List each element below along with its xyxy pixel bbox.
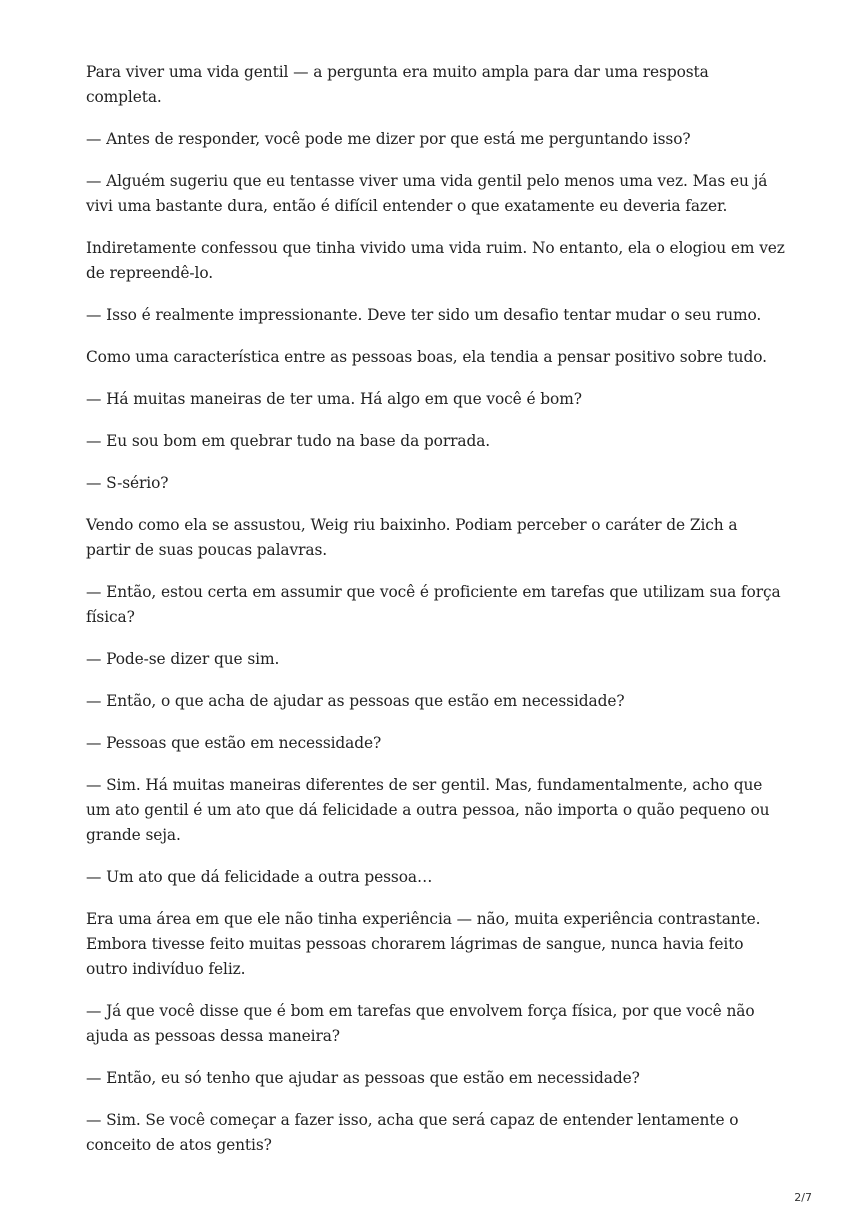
paragraph: Indiretamente confessou que tinha vivido uma vida ruim. No entanto, ela o elogiou em vez de repreendê-lo. [86,239,785,282]
paragraph: — Há muitas maneiras de ter uma. Há algo em que você é bom? [86,390,582,408]
paragraph: Como uma característica entre as pessoas boas, ela tendia a pensar positivo sobre tudo. [86,348,767,366]
document-page [86,60,786,1175]
paragraph: — Eu sou bom em quebrar tudo na base da porrada. [86,432,491,450]
paragraph: — Sim. Há muitas maneiras diferentes de ser gentil. Mas, fundamentalmente, acho que um ato gentil é um ato que dá felicidade a outra pessoa, não importa o quão pequeno ou grande seja. [86,776,770,844]
paragraph: — Pode-se dizer que sim. [86,650,280,668]
paragraph: — S-sério? [86,474,169,492]
paragraph: — Antes de responder, você pode me dizer por que está me perguntando isso? [86,130,691,148]
paragraph: — Um ato que dá felicidade a outra pessoa… [86,868,433,886]
paragraph: — Alguém sugeriu que eu tentasse viver uma vida gentil pelo menos uma vez. Mas eu já vivi uma bastante dura, então é difícil entender o que exatamente eu deveria fazer. [86,172,768,215]
paragraph: Vendo como ela se assustou, Weig riu baixinho. Podiam perceber o caráter de Zich a partir de suas poucas palavras. [86,516,738,559]
paragraph: — Já que você disse que é bom em tarefas que envolvem força física, por que você não ajuda as pessoas dessa maneira? [86,1002,755,1045]
page-number: 2/7 [794,1191,812,1204]
paragraph: — Isso é realmente impressionante. Deve ter sido um desafio tentar mudar o seu rumo. [86,306,762,324]
paragraph: Era uma área em que ele não tinha experiência — não, muita experiência contrastante. Embora tivesse feito muitas pessoas chorarem lágrimas de sangue, nunca havia feito outro indivíduo feliz. [86,910,761,978]
paragraph: — Então, estou certa em assumir que você é proficiente em tarefas que utilizam sua força física? [86,583,781,626]
paragraph: — Então, o que acha de ajudar as pessoas que estão em necessidade? [86,692,625,710]
paragraph: — Então, eu só tenho que ajudar as pessoas que estão em necessidade? [86,1069,640,1087]
paragraph: Para viver uma vida gentil — a pergunta era muito ampla para dar uma resposta completa. [86,63,709,106]
paragraph: — Sim. Se você começar a fazer isso, acha que será capaz de entender lentamente o conceito de atos gentis? [86,1111,739,1154]
paragraph: — Pessoas que estão em necessidade? [86,734,382,752]
